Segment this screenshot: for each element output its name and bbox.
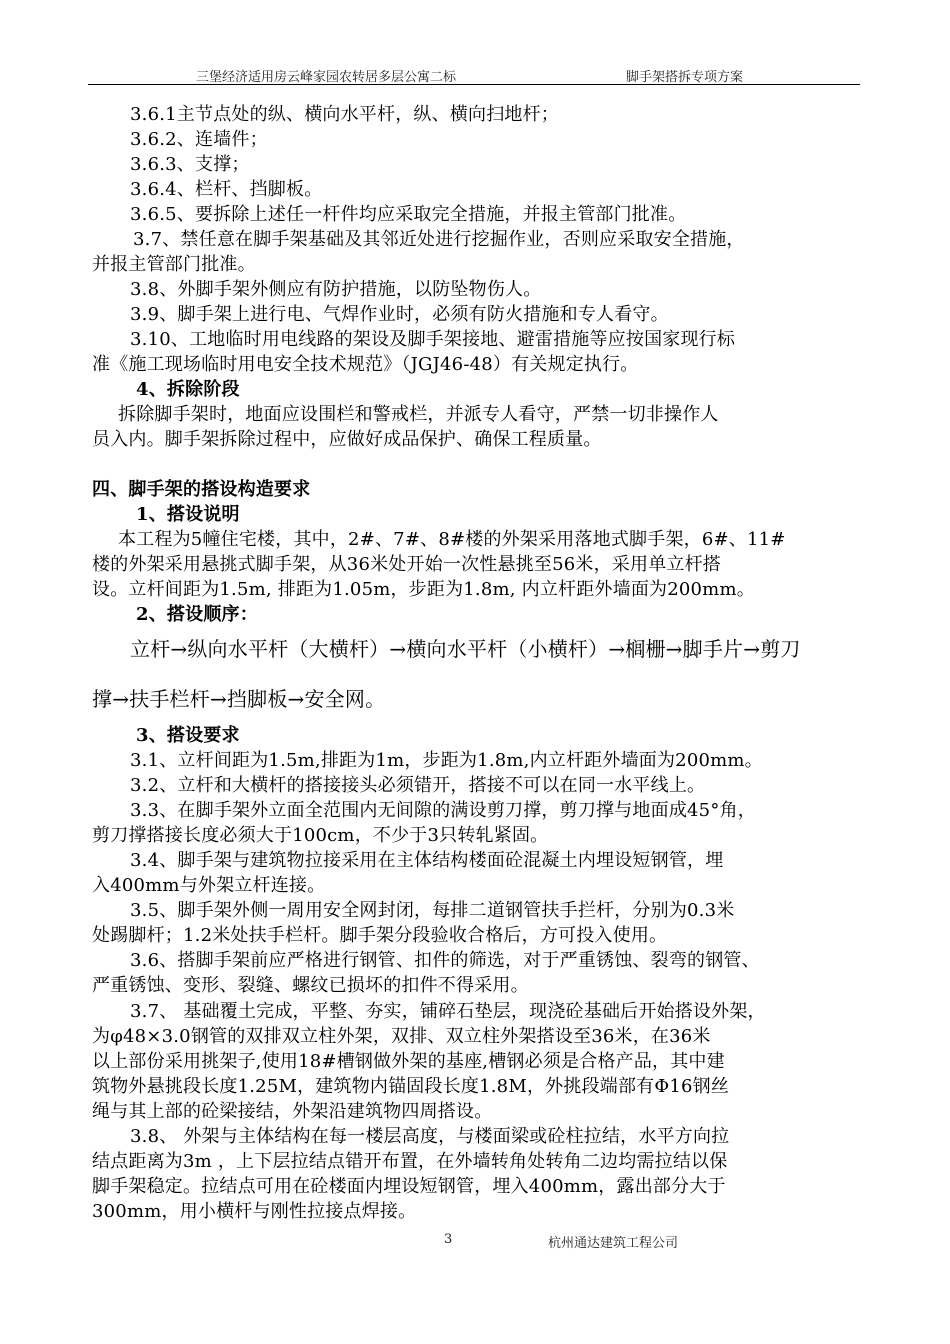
header-document-title: 脚手架搭拆专项方案 (626, 70, 744, 85)
text-line: 设。立杆间距为1.5m, 排距为1.05m，步距为1.8m, 内立杆距外墙面为200mm。 (92, 579, 755, 600)
text-line: 3.9、脚手架上进行电、气焊作业时，必须有防火措施和专人看守。 (130, 304, 669, 325)
text-line: 为φ48×3.0钢管的双排双立柱外架，双排、双立柱外架搭设至36米，在36米 (92, 1026, 711, 1047)
text-line: 3.6.5、要拆除上述任一杆件均应采取完全措施，并报主管部门批准。 (130, 204, 687, 225)
text-line: 严重锈蚀、变形、裂缝、螺纹已损坏的扣件不得采用。 (92, 975, 529, 996)
section-heading: 1、搭设说明 (136, 504, 240, 525)
text-line: 3.10、工地临时用电线路的架设及脚手架接地、避雷措施等应按国家现行标 (130, 329, 736, 350)
text-line: 并报主管部门批准。 (92, 254, 256, 275)
text-line: 剪刀撑搭接长度必须大于100cm，不少于3只转轧紧固。 (92, 825, 549, 846)
text-line: 3.8、外脚手架外侧应有防护措施，以防坠物伤人。 (130, 279, 542, 300)
text-line: 准《施工现场临时用电安全技术规范》（JGJ46-48）有关规定执行。 (92, 354, 639, 375)
page-number: 3 (444, 1232, 453, 1247)
text-line: 3.7、禁任意在脚手架基础及其邻近处进行挖掘作业，否则应采取安全措施， (133, 229, 745, 250)
text-line: 300mm，用小横杆与刚性拉接点焊接。 (92, 1201, 417, 1222)
section-heading: 3、搭设要求 (136, 725, 240, 746)
text-line: 3.3、在脚手架外立面全范围内无间隙的满设剪刀撑，剪刀撑与地面成45°角， (130, 800, 756, 821)
sequence-line: 立杆→纵向水平杆（大横杆）→横向水平杆（小横杆）→榈栅→脚手片→剪刀 (130, 637, 801, 661)
text-line: 筑物外悬挑段长度1.25M，建筑物内锚固段长度1.8M，外挑段端部有Φ16钢丝 (92, 1076, 730, 1097)
text-line: 3.6.3、支撑； (130, 154, 250, 175)
section-heading: 2、搭设顺序： (136, 604, 258, 625)
text-line: 3.6.1主节点处的纵、横向水平杆，纵、横向扫地杆； (130, 104, 559, 125)
section-heading: 4、拆除阶段 (136, 379, 240, 400)
text-line: 处踢脚杆；1.2米处扶手栏杆。脚手架分段验收合格后，方可投入使用。 (92, 925, 668, 946)
text-line: 入400mm与外架立杆连接。 (92, 875, 326, 896)
text-line: 3.1、立杆间距为1.5m,排距为1m，步距为1.8m,内立杆距外墙面为200mm。 (130, 750, 763, 771)
text-line: 楼的外架采用悬挑式脚手架，从36米处开始一次性悬挑至56米，采用单立杆搭 (92, 554, 722, 575)
text-line: 员入内。脚手架拆除过程中，应做好成品保护、确保工程质量。 (92, 429, 602, 450)
text-line: 3.5、脚手架外侧一周用安全网封闭，每排二道钢管扶手拦杆，分别为0.3米 (130, 900, 735, 921)
text-line: 以上部份采用挑架子,使用18#槽钢做外架的基座,槽钢必须是合格产品，其中建 (92, 1051, 725, 1072)
text-line: 拆除脚手架时，地面应设围栏和警戒栏，并派专人看守，严禁一切非操作人 (118, 404, 719, 425)
text-line: 3.2、立杆和大横杆的搭接接头必须错开，搭接不可以在同一水平线上。 (130, 775, 706, 796)
chapter-heading: 四、脚手架的搭设构造要求 (92, 479, 311, 500)
text-line: 3.6.4、栏杆、挡脚板。 (130, 179, 323, 200)
text-line: 3.6.2、连墙件； (130, 129, 268, 150)
text-line: 绳与其上部的砼梁接结，外架沿建筑物四周搭设。 (92, 1101, 493, 1122)
text-line: 3.7、 基础覆土完成，平整、夯实，铺碎石垫层，现浇砼基础后开始搭设外架， (130, 1001, 766, 1022)
footer-company: 杭州通达建筑工程公司 (548, 1236, 679, 1251)
text-line: 结点距离为3m ，上下层拉结点错开布置，在外墙转角处转角二边均需拉结以保 (92, 1151, 728, 1172)
sequence-line: 撑→扶手栏杆→挡脚板→安全网。 (92, 687, 386, 711)
text-line: 3.8、 外架与主体结构在每一楼层高度，与楼面梁或砼柱拉结，水平方向拉 (130, 1126, 730, 1147)
text-line: 本工程为5幢住宅楼，其中，2#、7#、8#楼的外架采用落地式脚手架，6#、11# (118, 529, 786, 550)
page-header (88, 64, 860, 85)
text-line: 3.6、搭脚手架前应严格进行钢管、扣件的筛选，对于严重锈蚀、裂弯的钢管、 (130, 950, 760, 971)
header-project-title: 三堡经济适用房云峰家园农转居多层公寓二标 (196, 70, 457, 85)
text-line: 脚手架稳定。拉结点可用在砼楼面内埋设短钢管，埋入400mm，露出部分大于 (92, 1176, 726, 1197)
text-line: 3.4、脚手架与建筑物拉接采用在主体结构楼面砼混凝土内埋设短钢管，埋 (130, 850, 724, 871)
